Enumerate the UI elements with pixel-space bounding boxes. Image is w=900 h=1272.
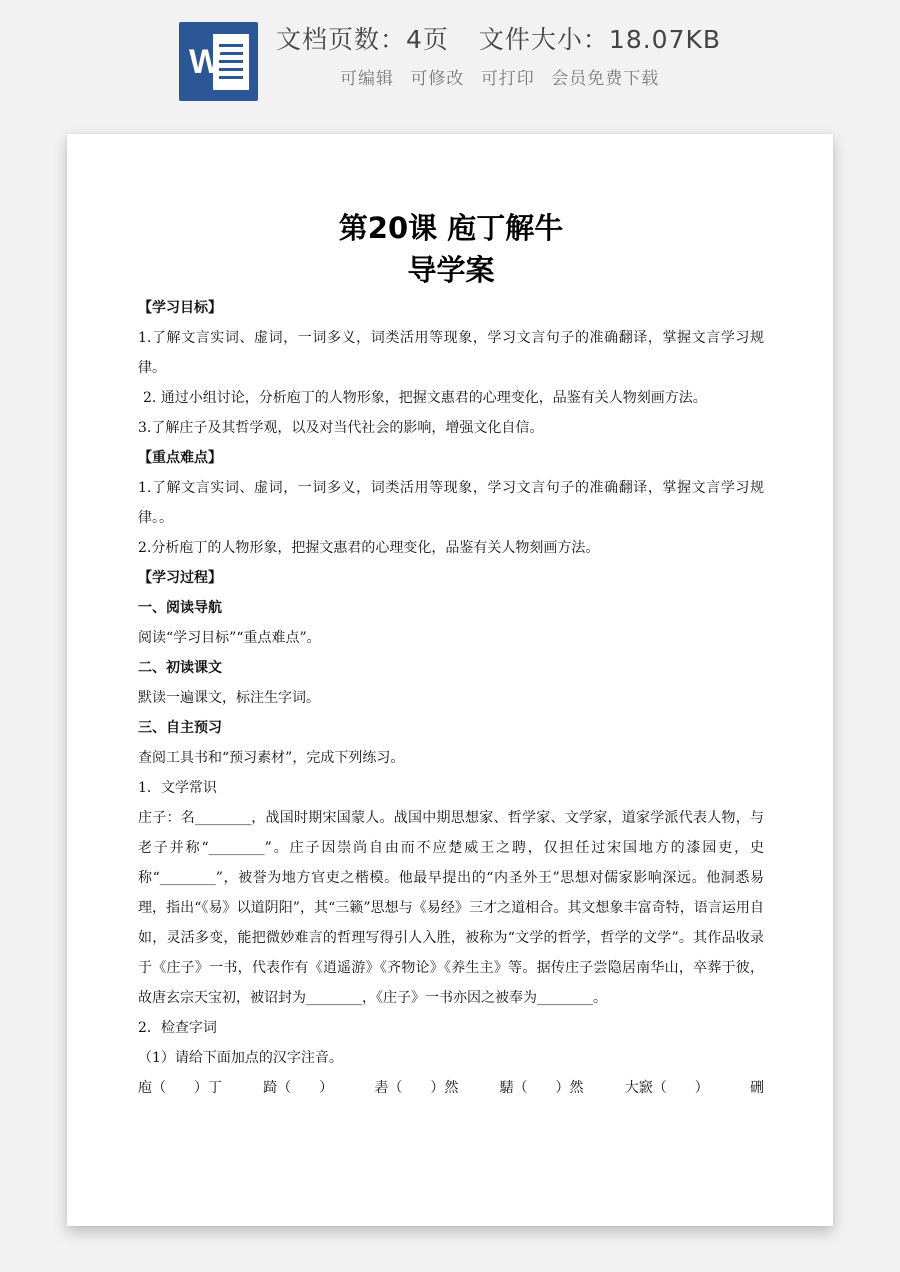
file-size: 文件大小：18.07KB [478, 25, 722, 54]
step-text: 阅读“学习目标”“重点难点”。 [138, 630, 321, 646]
pinyin-item: 踦（ ） [263, 1080, 334, 1096]
key-point-item: 2.分析庖丁的人物形象，把握文惠君的心理变化，品鉴有关人物刻画方法。 [138, 540, 600, 556]
page-count: 文档页数：4页 [276, 25, 449, 54]
subheading-literary-knowledge: 1．文学常识 [138, 780, 217, 796]
step-heading-first-reading: 二、初读课文 [138, 660, 222, 676]
word-document-icon [179, 22, 258, 101]
section-heading-goals: 【学习目标】 [138, 300, 222, 316]
subheading-word-check: 2．检查字词 [138, 1020, 217, 1036]
feature-printable: 可打印 [480, 69, 535, 89]
pinyin-item: 騞（ ）然 [499, 1080, 584, 1096]
document-stats [276, 22, 836, 58]
feature-member-download: 会员免费下载 [551, 69, 660, 89]
pinyin-item: 硎 [749, 1080, 764, 1096]
pinyin-item: 大窾（ ） [624, 1080, 709, 1096]
feature-editable: 可编辑 [340, 69, 394, 89]
page-title: 第20课 庖丁解牛 [338, 211, 564, 245]
goal-item: 1.了解文言实词、虚词，一词多义，词类活用等现象，学习文言句子的准确翻译，掌握文言学习规律。 [138, 330, 764, 376]
step-heading-self-preview: 三、自主预习 [138, 720, 222, 736]
exercise-instruction: （1）请给下面加点的汉字注音。 [138, 1050, 343, 1066]
pinyin-exercise-row [138, 1073, 764, 1103]
pinyin-item: 庖（ ）丁 [138, 1080, 222, 1096]
page-subtitle: 导学案 [407, 253, 495, 287]
key-point-item: 1.了解文言实词、虚词，一词多义，词类活用等现象，学习文言句子的准确翻译，掌握文言学习规律。。 [138, 480, 764, 526]
step-text: 查阅工具书和“预习素材”，完成下列练习。 [138, 750, 405, 766]
document-info-header [0, 0, 900, 120]
step-text: 默读一遍课文，标注生字词。 [138, 690, 320, 706]
document-page [67, 134, 833, 1226]
feature-modifiable: 可修改 [410, 69, 465, 89]
zhuangzi-paragraph: 庄子：名________，战国时期宋国蒙人。战国中期思想家、哲学家、文学家，道家学派代表人物，与老子并称“________”。庄子因崇尚自由而不应楚威王之聘，仅担任过宋国地方的漆园吏，史称“________”，被誉为地方官吏之楷模。他最早提出的“内圣外王”思想对儒家影响深远。他洞悉易理，指出“《易》以道阴阳”，其“三籁”思想与《易经》三才之道相合。其文想象丰富奇特，语言运用自如，灵活多变，能把微妙难言的哲理写得引人入胜，被称为“文学的哲学，哲学的文学”。其作品收录于《庄子》一书，代表作有《逍遥游》《齐物论》《养生主》等。据传庄子尝隐居南华山，卒葬于彼，故唐玄宗天宝初，被诏封为________，《庄子》一书亦因之被奉为________。 [138, 810, 764, 1006]
feature-list [340, 66, 840, 92]
step-heading-reading-guide: 一、阅读导航 [138, 600, 222, 616]
goal-item: 3.了解庄子及其哲学观，以及对当代社会的影响，增强文化自信。 [138, 420, 544, 436]
document-content [138, 207, 764, 1103]
section-heading-key-points: 【重点难点】 [138, 450, 222, 466]
pinyin-item: 砉（ ）然 [374, 1080, 459, 1096]
word-icon-letter: W [189, 43, 222, 81]
section-heading-process: 【学习过程】 [138, 570, 222, 586]
goal-item: 2. 通过小组讨论，分析庖丁的人物形象，把握文惠君的心理变化，品鉴有关人物刻画方法。 [143, 390, 707, 406]
